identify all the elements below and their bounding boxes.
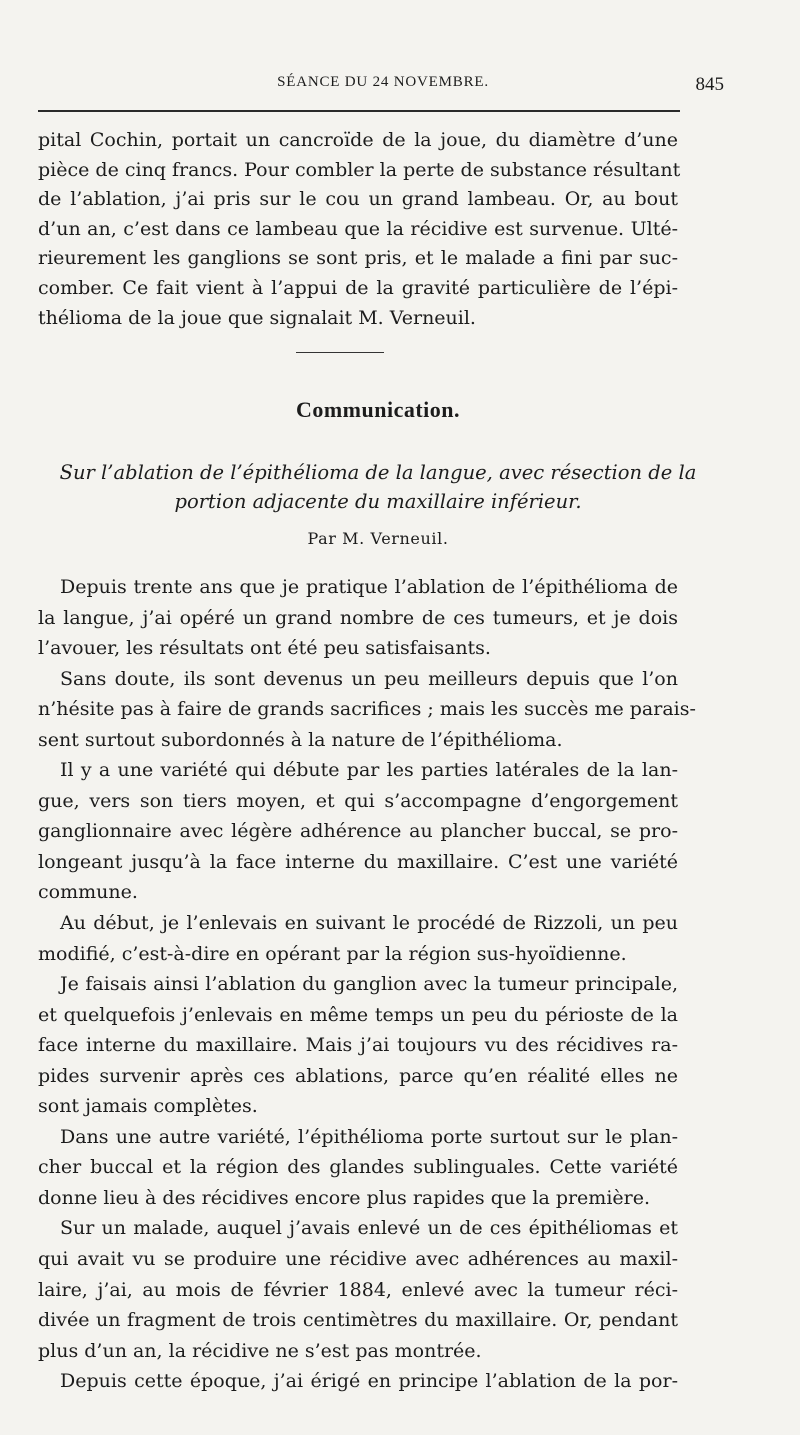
text-line: Depuis trente ans que je pratique l’ablation de l’épithélioma de	[60, 576, 678, 598]
section-heading: Communication.	[295, 397, 461, 422]
text-line: Dans une autre variété, l’épithélioma porte surtout sur le plan-	[60, 1125, 678, 1148]
text-line: commune.	[38, 881, 138, 904]
text-line: modifié, c’est-à-dire en opérant par la région sus-hyoïdienne.	[38, 942, 627, 965]
text-line: la langue, j’ai opéré un grand nombre de ces tumeurs, et je dois	[38, 606, 678, 629]
page-number: 845	[695, 74, 724, 95]
text-line: de l’ablation, j’ai pris sur le cou un grand lambeau. Or, au bout	[38, 188, 678, 211]
text-line: et quelquefois j’enlevais en même temps un peu du périoste de la	[38, 1003, 678, 1026]
text-line: divée un fragment de trois centimètres du maxillaire. Or, pendant	[38, 1309, 678, 1332]
article-title-line: portion adjacente du maxillaire inférieur.	[174, 490, 582, 513]
running-head	[38, 74, 728, 100]
text-line: laire, j’ai, au mois de février 1884, enlevé avec la tumeur réci-	[38, 1278, 678, 1301]
section-divider	[296, 352, 384, 353]
text-line: pital Cochin, portait un cancroïde de la joue, du diamètre d’une	[38, 129, 678, 151]
article-title-line: Sur l’ablation de l’épithélioma de la langue, avec résection de la	[59, 461, 697, 484]
text-line: plus d’un an, la récidive ne s’est pas montrée.	[38, 1339, 482, 1362]
text-line: Sur un malade, auquel j’avais enlevé un de ces épithéliomas et	[60, 1217, 678, 1240]
text-line: Il y a une variété qui débute par les parties latérales de la lan-	[60, 759, 678, 782]
text-line: d’un an, c’est dans ce lambeau que la récidive est survenue. Ulté-	[38, 217, 678, 240]
header-rule	[38, 110, 680, 112]
text-line: gue, vers son tiers moyen, et qui s’accompagne d’engorgement	[38, 789, 678, 812]
author-byline: Par M. Verneuil.	[307, 529, 449, 548]
text-line: qui avait vu se produire une récidive avec adhérences au maxil-	[38, 1248, 678, 1271]
running-title: SÉANCE DU 24 NOVEMBRE.	[277, 74, 489, 90]
text-line: Au début, je l’enlevais en suivant le procédé de Rizzoli, un peu	[60, 912, 678, 935]
text-line: Je faisais ainsi l’ablation du ganglion avec la tumeur principale,	[60, 973, 678, 996]
text-line: Sans doute, ils sont devenus un peu meilleurs depuis que l’on	[60, 667, 678, 690]
article-title	[38, 458, 718, 516]
text-line: longeant jusqu’à la face interne du maxillaire. C’est une variété	[38, 850, 678, 873]
text-line: sent surtout subordonnés à la nature de l’épithélioma.	[38, 728, 563, 751]
text-line: ganglionnaire avec légère adhérence au plancher buccal, se pro-	[38, 820, 678, 843]
text-line: cher buccal et la région des glandes sublinguales. Cette variété	[38, 1156, 678, 1179]
text-line: face interne du maxillaire. Mais j’ai toujours vu des récidives ra-	[38, 1034, 678, 1057]
intro-paragraph	[38, 126, 681, 333]
text-line: sont jamais complètes.	[38, 1095, 258, 1118]
article-body	[38, 572, 696, 1397]
text-line: rieurement les ganglions se sont pris, et le malade a fini par suc-	[38, 247, 678, 270]
text-line: n’hésite pas à faire de grands sacrifices ; mais les succès me parais-	[38, 698, 696, 721]
book-page	[38, 0, 764, 1435]
text-line: pièce de cinq francs. Pour combler la perte de substance résultant	[38, 158, 681, 181]
text-line: l’avouer, les résultats ont été peu satisfaisants.	[38, 637, 491, 660]
text-line: Depuis cette époque, j’ai érigé en principe l’ablation de la por-	[60, 1370, 678, 1393]
text-line: thélioma de la joue que signalait M. Verneuil.	[38, 306, 476, 329]
text-line: donne lieu à des récidives encore plus rapides que la première.	[38, 1186, 651, 1209]
text-line: comber. Ce fait vient à l’appui de la gravité particulière de l’épi-	[38, 276, 678, 299]
text-line: pides survenir après ces ablations, parce qu’en réalité elles ne	[38, 1064, 678, 1087]
